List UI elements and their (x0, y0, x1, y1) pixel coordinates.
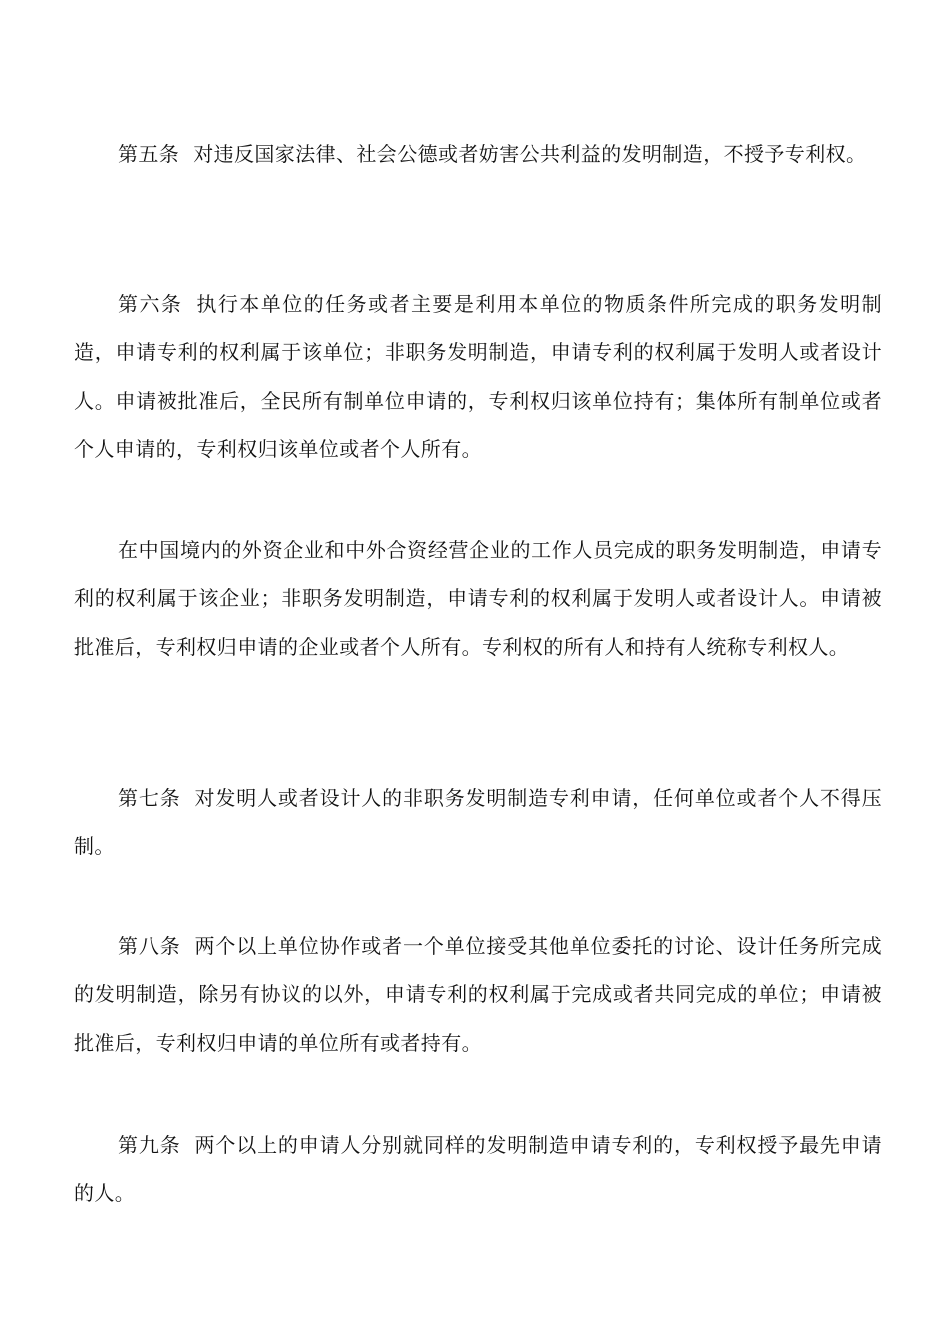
article-7-label: 第七条 (118, 786, 181, 810)
article-7-text: 对发明人或者设计人的非职务发明制造专利申请，任何单位或者个人不得压制。 (74, 786, 883, 859)
article-8-paragraph (74, 922, 882, 1067)
article-6-label: 第六条 (118, 292, 183, 316)
article-7-paragraph (74, 774, 882, 871)
article-8-label: 第八条 (118, 934, 181, 958)
article-5-text: 对违反国家法律、社会公德或者妨害公共利益的发明制造，不授予专利权。 (193, 142, 867, 166)
article-6-second-text: 在中国境内的外资企业和中外合资经营企业的工作人员完成的职务发明制造，申请专利的权利属于该企业；非职务发明制造，申请专利的权利属于发明人或者设计人。申请被批准后，专利权归申请的企业或者个人所有。专利权的所有人和持有人统称专利权人。 (74, 538, 882, 659)
article-6-paragraph (74, 280, 882, 474)
article-9-paragraph (74, 1121, 882, 1218)
article-9-text: 两个以上的申请人分别就同样的发明制造申请专利的，专利权授予最先申请的人。 (74, 1133, 883, 1206)
article-6-second-paragraph (74, 526, 882, 671)
article-8-text: 两个以上单位协作或者一个单位接受其他单位委托的讨论、设计任务所完成的发明制造，除另有协议的以外，申请专利的权利属于完成或者共同完成的单位；申请被批准后，专利权归申请的单位所有或者持有。 (74, 934, 883, 1055)
article-6-text: 执行本单位的任务或者主要是利用本单位的物质条件所完成的职务发明制造，申请专利的权利属于该单位；非职务发明制造，申请专利的权利属于发明人或者设计人。申请被批准后，全民所有制单位申请的，专利权归该单位持有；集体所有制单位或者个人申请的，专利权归该单位或者个人所有。 (74, 292, 882, 462)
article-5-label: 第五条 (118, 142, 180, 166)
article-9-label: 第九条 (118, 1133, 181, 1157)
article-5-paragraph (74, 130, 882, 178)
